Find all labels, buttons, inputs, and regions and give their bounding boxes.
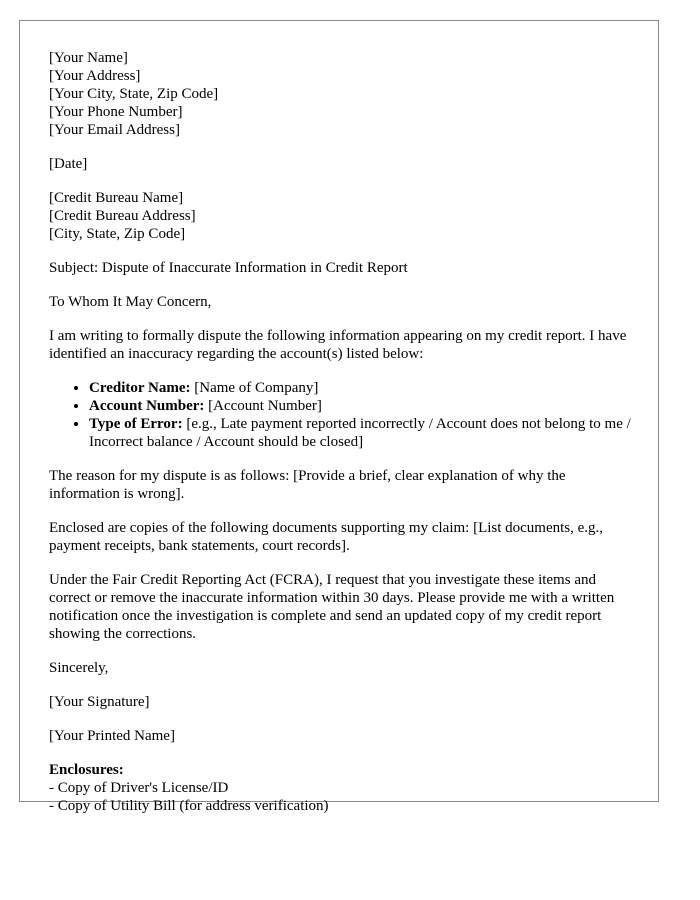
error-type-label: Type of Error: (89, 416, 183, 432)
letter-date: [Date] (49, 156, 88, 172)
printed-name-placeholder: [Your Printed Name] (49, 728, 175, 744)
account-number-label: Account Number: (89, 398, 205, 414)
fcra-paragraph: Under the Fair Credit Reporting Act (FCRA), I request that you investigate these items and correct or remove the inaccurate information within 30 days. Please provide me with a written notification once the investigation is complete and send an updated copy of my credit report showing the corrections. (49, 572, 615, 642)
enclosures-section (49, 761, 637, 815)
list-item (89, 415, 637, 451)
recipient-address: [Credit Bureau Address] (49, 208, 196, 224)
enclosed-documents-paragraph: Enclosed are copies of the following documents supporting my claim: [List documents, e.g., payment receipts, bank statements, court records]. (49, 520, 604, 554)
recipient-name: [Credit Bureau Name] (49, 190, 184, 206)
sender-city-state-zip: [Your City, State, Zip Code] (49, 86, 219, 102)
subject-line: Subject: Dispute of Inaccurate Information in Credit Report (49, 260, 408, 276)
letter-page (19, 20, 659, 814)
enclosure-item: - Copy of Utility Bill (for address verification) (49, 798, 329, 814)
list-item (89, 379, 637, 397)
account-number-value: [Account Number] (204, 398, 322, 414)
error-type-value: [e.g., Late payment reported incorrectly / Account does not belong to me / Incorrect balance / Account should be closed] (89, 416, 631, 450)
letter-content (49, 49, 637, 815)
recipient-city-state-zip: [City, State, Zip Code] (49, 226, 186, 242)
salutation: To Whom It May Concern, (49, 294, 212, 310)
sender-phone: [Your Phone Number] (49, 104, 183, 120)
enclosure-item: - Copy of Driver's License/ID (49, 780, 229, 796)
closing: Sincerely, (49, 660, 109, 676)
recipient-block (49, 189, 637, 243)
signature-placeholder: [Your Signature] (49, 694, 150, 710)
sender-email: [Your Email Address] (49, 122, 180, 138)
sender-block (49, 49, 637, 139)
enclosures-heading: Enclosures: (49, 762, 124, 778)
creditor-name-label: Creditor Name: (89, 380, 191, 396)
sender-name: [Your Name] (49, 50, 128, 66)
creditor-name-value: [Name of Company] (190, 380, 319, 396)
reason-paragraph: The reason for my dispute is as follows: [Provide a brief, clear explanation of why the information is wrong]. (49, 468, 566, 502)
dispute-items-list (49, 379, 637, 451)
list-item (89, 397, 637, 415)
intro-paragraph: I am writing to formally dispute the following information appearing on my credit report. I have identified an inaccuracy regarding the account(s) listed below: (49, 328, 627, 362)
sender-address: [Your Address] (49, 68, 141, 84)
